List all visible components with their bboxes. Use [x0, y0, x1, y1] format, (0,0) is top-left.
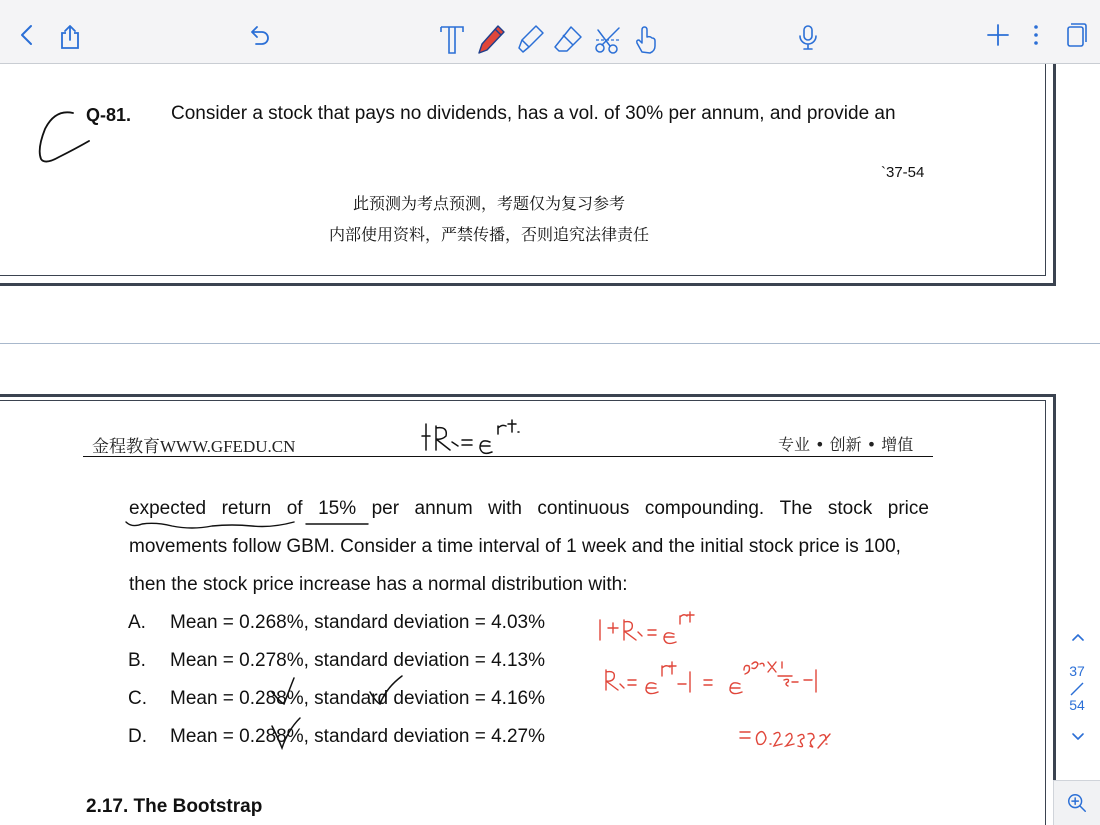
option-text: Mean = 0.288%, standard deviation = 4.16%	[170, 688, 545, 709]
pdf-page-current	[0, 394, 1062, 825]
highlighter-icon[interactable]	[515, 24, 545, 56]
pages-icon[interactable]	[1062, 22, 1088, 48]
word: per	[371, 498, 400, 519]
word: 15%	[318, 498, 357, 519]
pen-tool-icon[interactable]	[476, 24, 506, 56]
option-letter: C.	[128, 688, 147, 709]
question-text-line-1	[129, 498, 929, 520]
question-text: Consider a stock that pays no dividends, has a vol. of 30% per annum, and provide an	[171, 103, 896, 124]
toolbar	[0, 0, 1100, 64]
finger-icon[interactable]	[632, 24, 660, 56]
zoom-in-icon	[1066, 792, 1088, 814]
microphone-icon[interactable]	[795, 24, 821, 50]
option-text: Mean = 0.268%, standard deviation = 4.03%	[170, 612, 545, 633]
total-pages-number: 54	[1069, 697, 1085, 713]
word: The	[779, 498, 813, 519]
word: annum	[414, 498, 473, 519]
scissors-icon[interactable]	[593, 24, 623, 56]
current-page-number: 37	[1069, 663, 1085, 679]
text-tool-icon[interactable]	[438, 24, 466, 56]
option-letter: A.	[128, 612, 146, 633]
option-c	[128, 688, 545, 710]
page-separator	[0, 343, 1100, 344]
option-text: Mean = 0.278%, standard deviation = 4.13%	[170, 650, 545, 671]
option-letter: D.	[128, 726, 147, 747]
question-text-line-3: then the stock price increase has a normal distribution with:	[129, 574, 628, 595]
option-b	[128, 650, 545, 672]
eraser-icon[interactable]	[553, 24, 583, 56]
next-page-icon[interactable]	[1070, 729, 1086, 745]
option-text: Mean = 0.288%, standard deviation = 4.27%	[170, 726, 545, 747]
word: expected	[129, 498, 207, 519]
pdf-page-previous	[0, 64, 1062, 294]
back-icon[interactable]	[14, 22, 40, 48]
word: compounding.	[644, 498, 765, 519]
page-divider-slash	[1069, 681, 1085, 697]
word: of	[286, 498, 303, 519]
option-letter: B.	[128, 650, 146, 671]
undo-icon[interactable]	[247, 22, 273, 48]
notice-line-1: 此预测为考点预测，考题仅为复习参考	[352, 194, 625, 213]
notice-line-2: 内部使用资料，严禁传播，否则追究法律责任	[328, 225, 649, 244]
word: with	[488, 498, 522, 519]
word: continuous	[537, 498, 630, 519]
more-icon[interactable]	[1023, 22, 1049, 48]
header-rule	[83, 456, 933, 457]
justified-line	[129, 498, 929, 520]
header-slogan: 专业 • 创新 • 增值	[778, 435, 914, 454]
word: price	[887, 498, 929, 519]
share-icon[interactable]	[57, 24, 83, 50]
option-a	[128, 612, 545, 634]
section-title: 2.17. The Bootstrap	[86, 796, 263, 817]
previous-page-icon[interactable]	[1070, 629, 1086, 645]
option-d	[128, 726, 545, 748]
zoom-button[interactable]	[1053, 780, 1100, 825]
word: stock	[827, 498, 873, 519]
header-brand: 金程教育WWW.GFEDU.CN	[92, 437, 296, 456]
word: return	[221, 498, 272, 519]
question-number: Q-81.	[86, 105, 132, 125]
question-text-line-2: movements follow GBM. Consider a time interval of 1 week and the initial stock price is 100,	[129, 536, 901, 557]
page-code: `37-54	[881, 164, 925, 181]
document-viewer[interactable]	[0, 64, 1100, 825]
add-icon[interactable]	[985, 22, 1011, 48]
